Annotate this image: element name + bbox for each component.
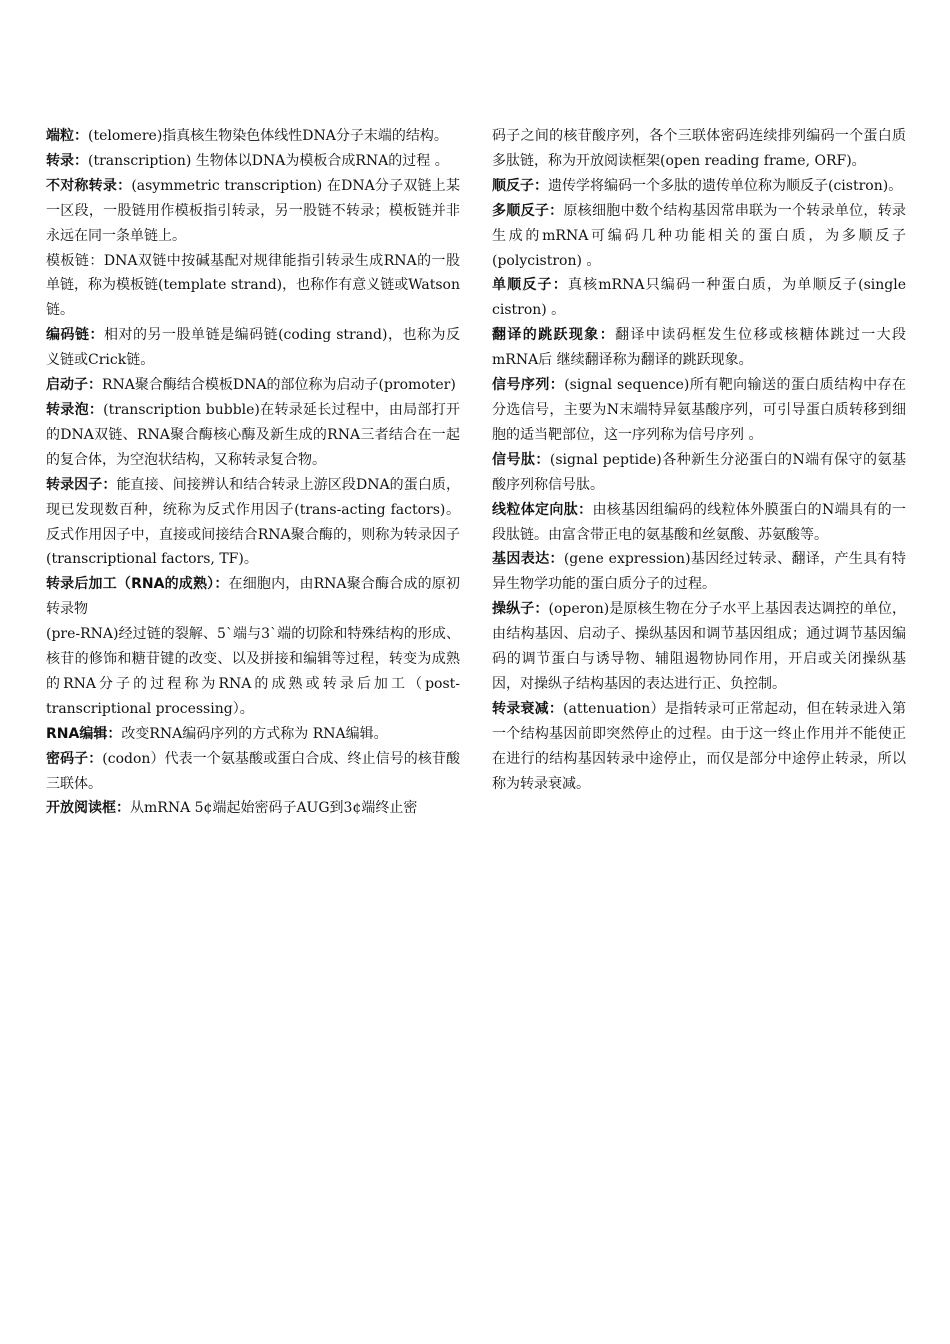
entry-attenuation — [492, 697, 906, 797]
term-definition: 能直接、间接辨认和结合转录上游区段DNA的蛋白质，现已发现数百种，统称为反式作用因子(trans-acting factors)。反式作用因子中，直接或间接结合RNA聚合酶的，则称为转录因子(transcriptional factors, TF)。 — [46, 476, 460, 568]
entry-telomere — [46, 124, 460, 149]
term-definition: (attenuation）是指转录可正常起动，但在转录进入第一个结构基因前即突然停止的过程。由于这一终止作用并不能使正在进行的结构基因转录中途停止，而仅是部分中途停止转录，所以称为转录衰减。 — [492, 700, 906, 792]
term-label: 启动子： — [46, 377, 102, 394]
term-label: 信号序列： — [492, 377, 565, 394]
term-label: 操纵子： — [492, 601, 549, 618]
term-definition: (pre-RNA)经过链的裂解、5`端与3`端的切除和特殊结构的形成、核苷的修饰和糖苷键的改变、以及拼接和编辑等过程，转变为成熟的RNA分子的过程称为RNA的成熟或转录后加工（post-transcriptional processing）。 — [46, 626, 460, 717]
entry-promoter — [46, 373, 460, 398]
term-label: 端粒： — [46, 128, 88, 144]
right-column — [492, 124, 906, 796]
term-definition: 原核细胞中数个结构基因常串联为一个转录单位，转录生成的mRNA可编码几种功能相关的蛋白质，为多顺反子(polycistron) 。 — [492, 202, 907, 269]
term-definition: (transcription) 生物体以DNA为模板合成RNA的过程 。 — [88, 152, 449, 169]
term-label: 开放阅读框： — [46, 800, 130, 817]
term-label: 线粒体定向肽： — [492, 501, 593, 518]
entry-post-transcriptional-processing — [46, 572, 460, 622]
entry-pre-rna — [46, 622, 460, 722]
left-column — [46, 124, 460, 821]
term-label: 翻译的跳跃现象： — [492, 327, 616, 344]
entry-signal-peptide — [492, 448, 906, 498]
term-definition: 由核基因组编码的线粒体外膜蛋白的N端具有的一段肽链。由富含带正电的氨基酸和丝氨酸、苏氨酸等。 — [492, 501, 906, 543]
entry-transcription — [46, 149, 460, 174]
entry-gene-expression — [492, 547, 906, 597]
entry-transcription-factors — [46, 473, 460, 573]
term-definition: (asymmetric transcription) 在DNA分子双链上某一区段，一股链用作模板指引转录，另一股链不转录；模板链并非永远在同一条单链上。 — [46, 177, 460, 244]
term-label: 转录因子： — [46, 476, 117, 493]
entry-translational-bypassing — [492, 323, 906, 373]
entry-single-cistron — [492, 273, 906, 323]
term-definition: 遗传学将编码一个多肽的遗传单位称为顺反子(cistron)。 — [548, 177, 903, 194]
entry-operon — [492, 597, 906, 697]
term-label: 转录泡： — [46, 401, 104, 418]
term-definition: 改变RNA编码序列的方式称为 RNA编辑。 — [121, 725, 388, 742]
term-definition: (signal peptide)各种新生分泌蛋白的N端有保守的氨基酸序列称信号肽。 — [492, 451, 907, 493]
term-label: 信号肽： — [492, 451, 550, 468]
term-label: 转录衰减： — [492, 700, 564, 717]
term-label: 密码子： — [46, 750, 103, 767]
term-label: 基因表达： — [492, 551, 564, 568]
term-label: 顺反子： — [492, 177, 548, 194]
entry-coding-strand — [46, 323, 460, 373]
term-definition: (transcription bubble)在转录延长过程中，由局部打开的DNA双链、RNA聚合酶核心酶及新生成的RNA三者结合在一起的复合体，为空泡状结构，又称转录复合物。 — [46, 401, 460, 468]
term-label: 转录： — [46, 152, 88, 169]
term-definition: (signal sequence)所有靶向输送的蛋白质结构中存在分选信号，主要为N末端特异氨基酸序列，可引导蛋白质转移到细胞的适当靶部位，这一序列称为信号序列 。 — [492, 377, 907, 443]
term-definition: (telomere)指真核生物染色体线性DNA分子末端的结构。 — [88, 128, 448, 144]
term-label: 不对称转录： — [46, 177, 132, 194]
term-definition: 模板链：DNA双链中按碱基配对规律能指引转录生成RNA的一股单链，称为模板链(template strand)，也称作有意义链或Watson链。 — [46, 252, 460, 319]
term-definition: RNA聚合酶结合模板DNA的部位称为启动子(promoter) — [102, 377, 456, 394]
term-definition: (gene expression)基因经过转录、翻译，产生具有特异生物学功能的蛋白质分子的过程。 — [492, 551, 906, 593]
entry-polycistron — [492, 199, 906, 274]
term-definition: 在细胞内，由RNA聚合酶合成的原初转录物 — [46, 576, 460, 618]
term-label: RNA编辑： — [46, 725, 122, 742]
term-definition: (codon）代表一个氨基酸或蛋白合成、终止信号的核苷酸三联体。 — [46, 750, 461, 792]
term-label: 转录后加工（RNA的成熟）： — [46, 576, 229, 593]
entry-signal-sequence — [492, 373, 906, 448]
term-label: 多顺反子： — [492, 202, 564, 219]
entry-codon — [46, 747, 460, 797]
entry-transcription-bubble — [46, 398, 460, 473]
entry-orf-continued — [492, 124, 906, 174]
entry-cistron — [492, 174, 906, 199]
term-definition: 翻译中读码框发生位移或核糖体跳过一大段mRNA后 继续翻译称为翻译的跳跃现象。 — [492, 327, 907, 369]
entry-asymmetric-transcription — [46, 174, 460, 249]
term-definition: 码子之间的核苷酸序列，各个三联体密码连续排列编码一个蛋白质多肽链，称为开放阅读框架(open reading frame, ORF)。 — [492, 128, 906, 169]
term-label: 编码链： — [46, 327, 105, 344]
term-definition: (operon)是原核生物在分子水平上基因表达调控的单位，由结构基因、启动子、操纵基因和调节基因组成；通过调节基因编码的调节蛋白与诱导物、辅阻遏物协同作用，开启或关闭操纵基因，对操纵子结构基因的表达进行正、负控制。 — [492, 601, 906, 692]
entry-template-strand — [46, 249, 460, 324]
term-definition: 相对的另一股单链是编码链(coding strand)，也称为反义链或Crick链。 — [46, 327, 461, 369]
entry-mitochondrial-targeting-peptide — [492, 498, 906, 548]
term-label: 单顺反子： — [492, 277, 568, 294]
term-definition: 真核mRNA只编码一种蛋白质，为单顺反子(single cistron) 。 — [492, 277, 907, 319]
entry-open-reading-frame — [46, 796, 460, 821]
entry-rna-editing — [46, 722, 460, 747]
term-definition: 从mRNA 5¢端起始密码子AUG到3¢端终止密 — [130, 800, 418, 817]
